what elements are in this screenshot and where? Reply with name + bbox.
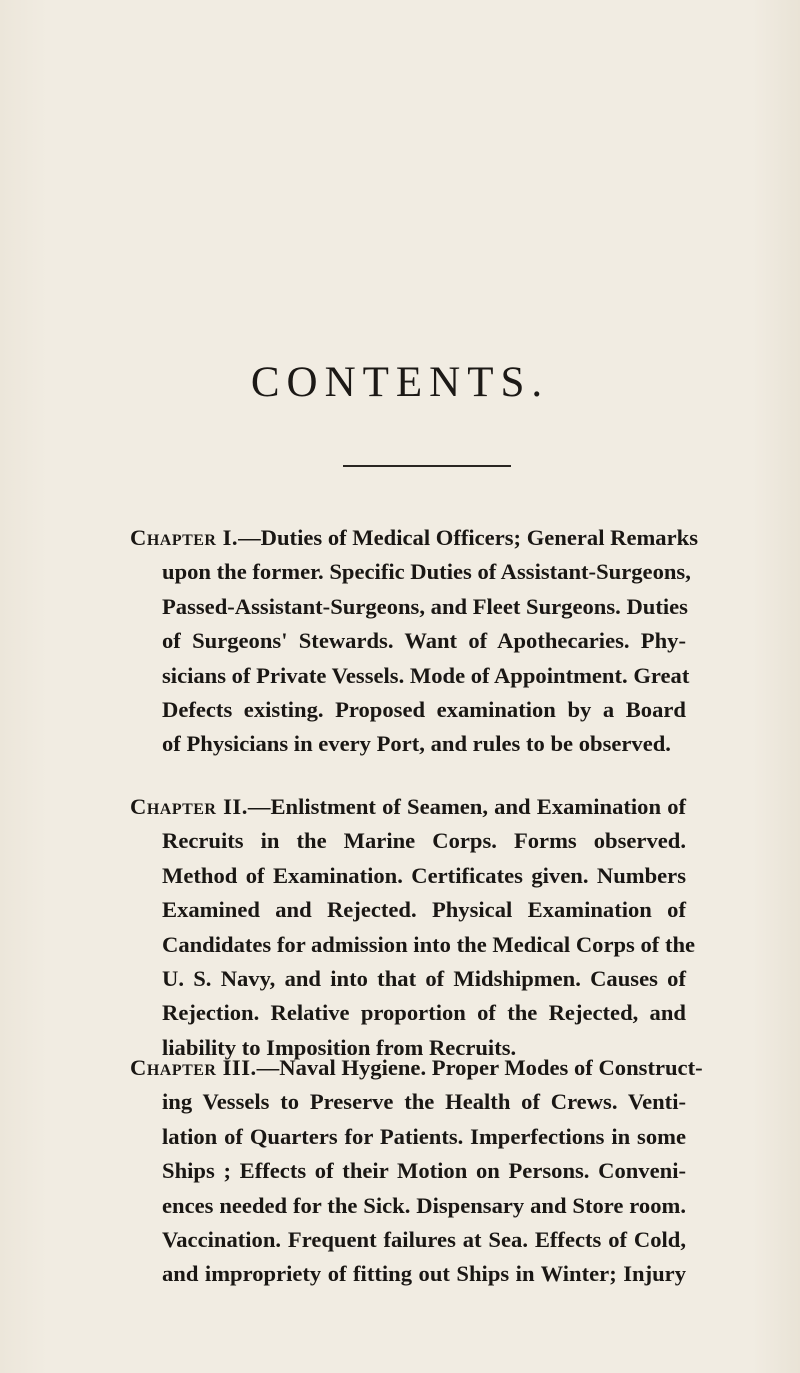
chapter-entry-2 [130, 790, 696, 1065]
chapter-line: liability to Imposition from Recruits. [162, 1034, 517, 1060]
chapter-line: Ships ; Effects of their Motion on Persons. Conveni- [162, 1158, 686, 1184]
chapter-line: Method of Examination. Certificates given. Numbers [162, 862, 686, 888]
chapter-line: ing Vessels to Preserve the Health of Crews. Venti- [162, 1089, 686, 1115]
chapter-line: Vaccination. Frequent failures at Sea. Effects of Cold, [162, 1227, 686, 1253]
chapter-label: Chapter III. [130, 1055, 257, 1080]
chapter-line: sicians of Private Vessels. Mode of Appointment. Great [162, 662, 690, 688]
chapter-line: Chapter I.—Duties of Medical Officers; General Remarks [130, 525, 698, 550]
chapter-line: lation of Quarters for Patients. Imperfections in some [162, 1123, 686, 1149]
chapter-line: Recruits in the Marine Corps. Forms observed. [162, 828, 686, 854]
chapter-entry-1 [130, 521, 698, 762]
chapter-line: of Surgeons' Stewards. Want of Apothecaries. Phy- [162, 628, 686, 654]
chapter-line: Examined and Rejected. Physical Examination of [162, 897, 686, 923]
chapter-label: Chapter I. [130, 525, 239, 550]
chapter-line: Rejection. Relative proportion of the Rejected, and [162, 1000, 686, 1026]
chapter-line: of Physicians in every Port, and rules to be observed. [162, 731, 671, 757]
chapter-line: and impropriety of fitting out Ships in Winter; Injury [162, 1261, 686, 1287]
chapter-line: U. S. Navy, and into that of Midshipmen. Causes of [162, 966, 686, 992]
chapter-line: ences needed for the Sick. Dispensary and Store room. [162, 1192, 686, 1218]
chapter-line: upon the former. Specific Duties of Assistant-Surgeons, [162, 559, 691, 585]
chapter-entry-3 [130, 1051, 703, 1292]
chapter-line: Chapter II.—Enlistment of Seamen, and Examination of [130, 794, 687, 819]
chapter-label: Chapter II. [130, 794, 248, 819]
chapter-line: Candidates for admission into the Medical Corps of the [162, 931, 696, 957]
page-title: CONTENTS. [250, 359, 550, 406]
chapter-line: Passed-Assistant-Surgeons, and Fleet Surgeons. Duties [162, 593, 688, 619]
chapter-line: Chapter III.—Naval Hygiene. Proper Modes of Construct- [130, 1055, 703, 1080]
title-rule [343, 465, 511, 467]
chapter-line: Defects existing. Proposed examination by a Board [162, 697, 686, 723]
